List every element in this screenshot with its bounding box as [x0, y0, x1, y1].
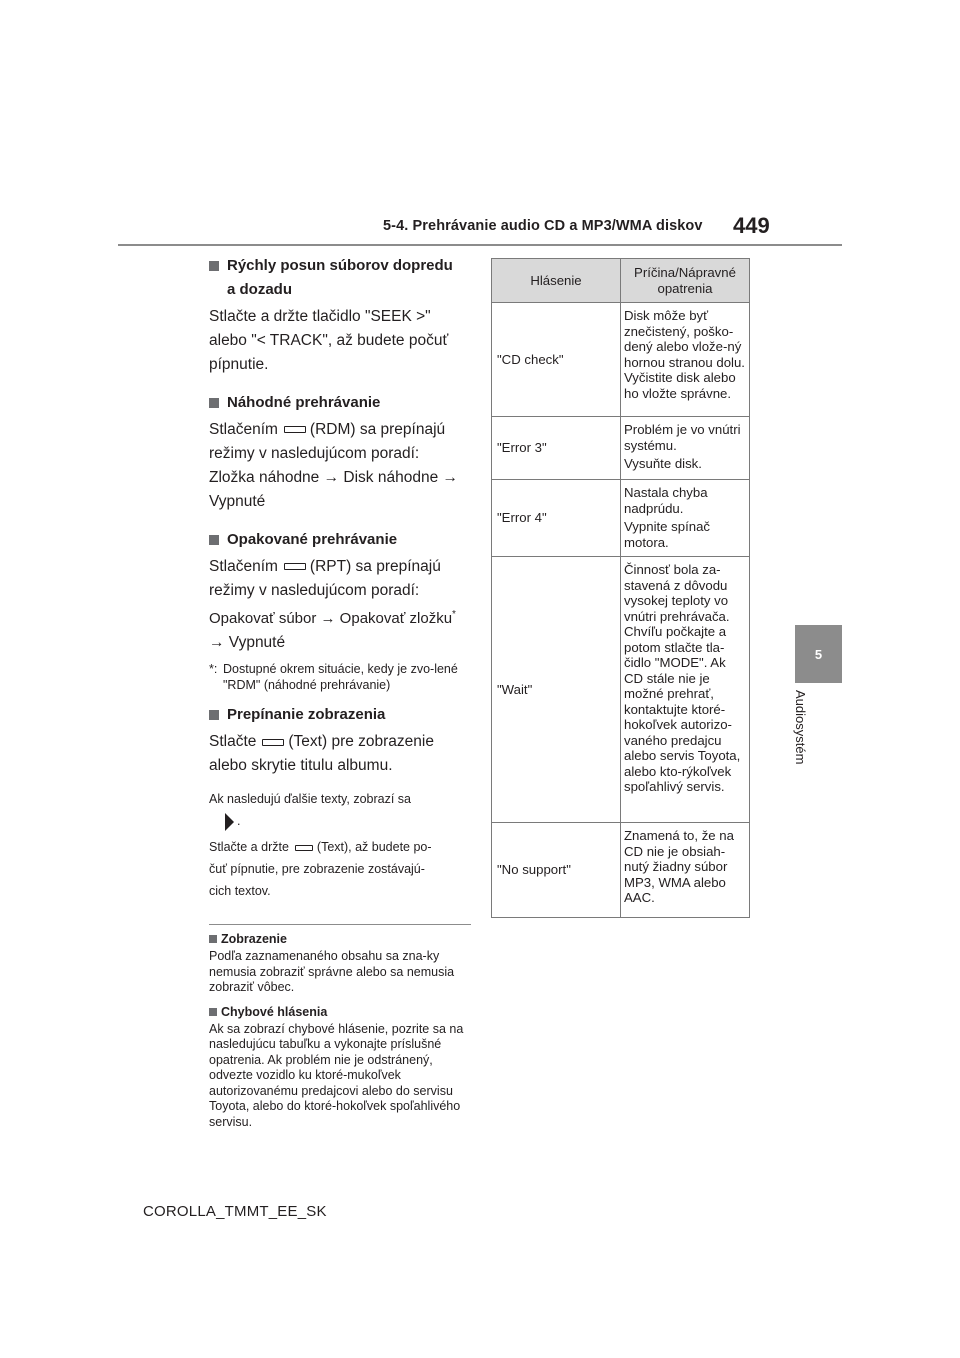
footnote-text: Dostupné okrem situácie, kedy je zvo-lené "RDM" (náhodné prehrávanie): [223, 662, 458, 693]
display-line1a: Stlačte: [209, 733, 257, 751]
fast-seek-text: [209, 305, 471, 377]
fast-seek-line2: alebo "< TRACK", až budete počuť: [209, 332, 449, 349]
display-line1b: (Text) pre zobrazenie: [288, 733, 434, 751]
random-text: [209, 418, 471, 514]
message-cell: "Error 4": [492, 480, 621, 557]
note-hold-text: [209, 836, 471, 902]
remedy-cell: [621, 480, 750, 557]
remedy-text: Nastala chyba nadprúdu.: [624, 485, 708, 516]
footnote: [209, 661, 471, 693]
table-row: [492, 303, 750, 417]
note-more-line1: Ak nasledujú ďalšie texty, zobrazí sa: [209, 792, 411, 807]
repeat-line1a: Stlačením: [209, 558, 278, 575]
heading-fast-seek-line2: a dozadu: [227, 281, 293, 298]
button-placeholder-icon: [262, 739, 284, 746]
heading-random-text: Náhodné prehrávanie: [227, 394, 381, 411]
repeat-line4: → Vypnuté: [209, 634, 286, 652]
message-cell: "No support": [492, 823, 621, 918]
random-line4: Vypnuté: [209, 493, 266, 510]
table-row: [492, 557, 750, 823]
note-hold-line2: čuť pípnutie, pre zobrazenie zostávajú-: [209, 862, 425, 877]
random-line1b: (RDM) sa prepínajú: [309, 421, 446, 438]
table-row: [492, 480, 750, 557]
message-cell: "CD check": [492, 303, 621, 417]
display-line2: alebo skrytie titulu albumu.: [209, 757, 393, 775]
square-bullet-icon: [209, 261, 219, 271]
footer-doc-id: COROLLA_TMMT_EE_SK: [143, 1203, 327, 1220]
section-title: 5-4. Prehrávanie audio CD a MP3/WMA diskov: [383, 218, 703, 234]
random-line2: režimy v nasledujúcom poradí:: [209, 445, 420, 462]
left-column: [209, 254, 471, 1130]
error-message-table: [491, 258, 750, 918]
info-display-heading: [209, 931, 471, 947]
heading-display-text: Prepínanie zobrazenia: [227, 706, 386, 724]
chapter-label: Audiosystém: [793, 690, 808, 765]
repeat-line2: režimy v nasledujúcom poradí:: [209, 582, 420, 599]
message-cell: "Error 3": [492, 417, 621, 480]
page-number: 449: [733, 213, 770, 238]
info-errors-heading-text: Chybové hlásenia: [221, 1004, 328, 1019]
note-hold-line1a: Stlačte a držte: [209, 840, 289, 855]
right-arrow-icon: [225, 813, 234, 831]
square-bullet-icon: [209, 710, 219, 720]
table-row: [492, 823, 750, 918]
remedy-text: Vypnite spínač motora.: [624, 519, 711, 550]
random-line3: Zložka náhodne → Disk náhodne →: [209, 469, 459, 486]
chapter-tab[interactable]: 5: [795, 625, 842, 683]
col-header-message: Hlásenie: [492, 259, 621, 303]
heading-repeat-text: Opakované prehrávanie: [227, 531, 398, 548]
heading-random: [209, 391, 471, 415]
footnote-star: *:: [209, 662, 218, 677]
heading-fast-seek-line1: Rýchly posun súborov dopredu: [227, 257, 453, 274]
remedy-text: Vysuňte disk.: [624, 456, 702, 471]
repeat-line3: Opakovať súbor → Opakovať zložku: [209, 610, 453, 628]
table-header-row: [492, 259, 750, 303]
display-text: [209, 730, 471, 778]
remedy-cell: [621, 417, 750, 480]
note-more-text: [209, 788, 471, 832]
info-errors-body: Ak sa zobrazí chybové hlásenie, pozrite sa na nasledujúcu tabuľku a vykonajte príslušné opatrenia. Ak problém nie je odstránený, odvezte vozidlo ku ktoré-mukoľvek autorizovanému predajcovi alebo do servisu Toyota, alebo do ktoré-hokoľvek spoľahlivého servisu.: [209, 1021, 464, 1129]
random-line1a: Stlačením: [209, 421, 278, 438]
footnote-marker: *: [452, 609, 456, 620]
header-divider: [118, 244, 842, 246]
remedy-cell: [621, 823, 750, 918]
remedy-text: Znamená to, že na CD nie je obsiah-nutý žiadny súbor MP3, WMA alebo AAC.: [624, 828, 734, 905]
button-placeholder-icon: [284, 563, 306, 570]
info-errors-heading: [209, 1004, 471, 1020]
message-cell: "Wait": [492, 557, 621, 823]
note-hold-line1b: (Text), až budete po-: [316, 840, 432, 855]
remedy-text: Činnosť bola za-stavená z dôvodu vysokej teploty vo vnútri prehrávača. Chvíľu počkajte a potom stlačte tla-čidlo "MODE". Ak CD stále nie je možné prehrať, kontaktujte ktoré-hokoľvek autorizo-vaného predajcu alebo servis Toyota, alebo kto-rýkoľvek spoľahlivý servis.: [624, 562, 741, 794]
remedy-cell: [621, 303, 750, 417]
info-display-body: Podľa zaznamenaného obsahu sa zna-ky nemusia zobraziť správne alebo sa nemusia zobraziť vôbec.: [209, 949, 455, 995]
fast-seek-line3: pípnutie.: [209, 356, 269, 373]
heading-fast-seek: [209, 254, 471, 302]
remedy-text: Problém je vo vnútri systému.: [624, 422, 741, 453]
button-placeholder-icon: [284, 426, 306, 433]
square-bullet-icon: [209, 1008, 217, 1016]
repeat-text: [209, 555, 471, 655]
square-bullet-icon: [209, 535, 219, 545]
section-divider: [209, 924, 471, 925]
fast-seek-line1: Stlačte a držte tlačidlo "SEEK >": [209, 308, 431, 325]
remedy-cell: [621, 557, 750, 823]
info-display-heading-text: Zobrazenie: [221, 932, 287, 947]
heading-repeat: [209, 528, 471, 552]
note-hold-line3: cich textov.: [209, 884, 271, 899]
square-bullet-icon: [209, 935, 217, 943]
remedy-text: Disk môže byť znečistený, poško-dený alebo vlože-ný hornou stranou dolu. Vyčistite disk alebo ho vložte správne.: [624, 308, 745, 401]
square-bullet-icon: [209, 398, 219, 408]
button-placeholder-icon: [295, 845, 313, 851]
repeat-line1b: (RPT) sa prepínajú: [309, 558, 441, 575]
note-more-line2: .: [237, 814, 241, 829]
col-header-remedy: Príčina/Nápravné opatrenia: [621, 259, 750, 303]
heading-display: [209, 703, 471, 727]
table-row: [492, 417, 750, 480]
